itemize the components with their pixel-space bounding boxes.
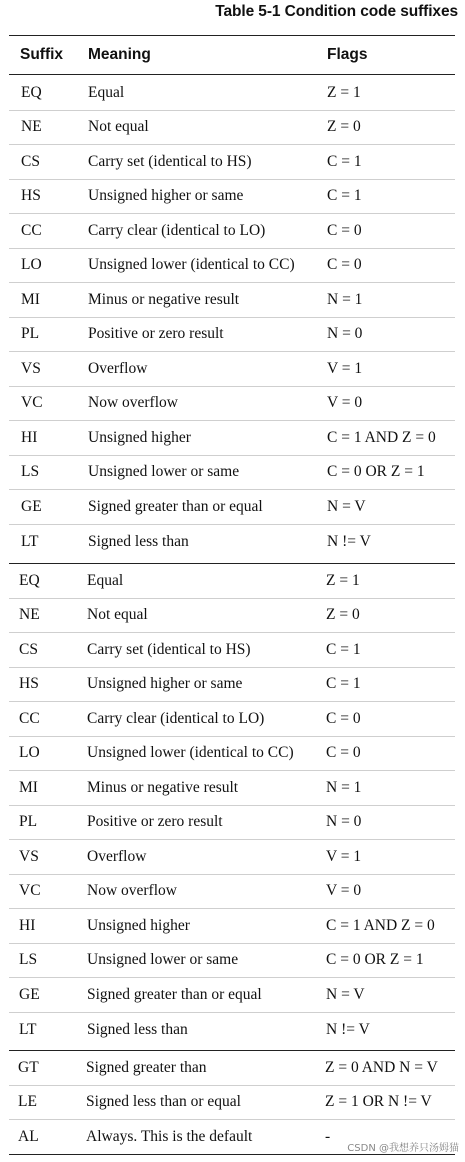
suffix-cell: MI (19, 778, 38, 796)
meaning-cell: Unsigned lower (identical to CC) (88, 256, 295, 274)
table-row (9, 283, 455, 318)
table-row (9, 909, 455, 944)
table-row (9, 1013, 455, 1048)
table-row (9, 145, 455, 180)
suffix-cell: VS (19, 847, 39, 865)
flags-cell: C = 0 (326, 744, 361, 762)
flags-cell: N != V (327, 532, 371, 550)
flags-cell: V = 1 (327, 359, 363, 377)
table-row (9, 633, 455, 668)
table-row (9, 1086, 455, 1121)
suffix-cell: GE (21, 497, 42, 515)
flags-cell: Z = 0 (327, 118, 361, 136)
table-row (9, 249, 455, 284)
flags-cell: Z = 1 (326, 571, 360, 589)
table-row (9, 421, 455, 456)
table-row (9, 840, 455, 875)
flags-cell: Z = 1 OR N != V (325, 1093, 432, 1111)
block-1 (9, 76, 455, 559)
suffix-cell: LE (18, 1093, 37, 1111)
suffix-cell: HS (21, 187, 41, 205)
suffix-cell: LO (21, 256, 42, 274)
table-caption: Table 5-1 Condition code suffixes (215, 3, 458, 20)
table-row (9, 76, 455, 111)
suffix-cell: LT (21, 532, 39, 550)
meaning-cell: Now overflow (87, 882, 177, 900)
meaning-cell: Minus or negative result (88, 290, 240, 308)
table-row (9, 978, 455, 1013)
flags-cell: N != V (326, 1020, 370, 1038)
meaning-cell: Signed greater than (86, 1058, 207, 1076)
meaning-cell: Equal (87, 571, 124, 589)
flags-cell: C = 1 (326, 640, 361, 658)
flags-cell: N = 0 (327, 325, 363, 343)
flags-cell: V = 0 (327, 394, 363, 412)
suffix-cell: AL (18, 1128, 39, 1146)
flags-cell: - (325, 1128, 331, 1146)
flags-cell: C = 1 AND Z = 0 (327, 428, 436, 446)
suffix-cell: LS (19, 951, 38, 969)
suffix-cell: LS (21, 463, 40, 481)
suffix-cell: LT (19, 1020, 37, 1038)
table-row (9, 806, 455, 841)
meaning-cell: Unsigned lower (identical to CC) (87, 744, 294, 762)
meaning-cell: Unsigned lower or same (88, 463, 240, 481)
header-meaning: Meaning (88, 46, 151, 63)
suffix-cell: CC (21, 221, 42, 239)
meaning-cell: Unsigned higher (87, 916, 190, 934)
meaning-cell: Always. This is the default (86, 1128, 253, 1146)
flags-cell: C = 1 (327, 187, 362, 205)
table-row (9, 875, 455, 910)
table-row (9, 318, 455, 353)
suffix-cell: GE (19, 985, 40, 1003)
table-row (9, 668, 455, 703)
table-row (9, 525, 455, 560)
flags-cell: N = 0 (326, 813, 362, 831)
header-bottom-rule (9, 74, 455, 75)
table-row (9, 599, 455, 634)
table-row (9, 214, 455, 249)
meaning-cell: Carry clear (identical to LO) (88, 221, 266, 239)
suffix-cell: GT (18, 1058, 39, 1076)
suffix-cell: HS (19, 675, 39, 693)
table-row (9, 352, 455, 387)
flags-cell: Z = 0 AND N = V (325, 1058, 438, 1076)
suffix-cell: NE (19, 606, 40, 624)
meaning-cell: Not equal (87, 606, 148, 624)
meaning-cell: Carry clear (identical to LO) (87, 709, 265, 727)
meaning-cell: Signed less than (87, 1020, 188, 1038)
watermark: CSDN @我想养只汤姆猫 (347, 1143, 459, 1154)
meaning-cell: Positive or zero result (88, 325, 224, 343)
table-row (9, 771, 455, 806)
meaning-cell: Signed less than or equal (86, 1093, 241, 1111)
block-2 (9, 564, 455, 1047)
meaning-cell: Signed greater than or equal (87, 985, 262, 1003)
suffix-cell: VC (21, 394, 43, 412)
flags-cell: V = 1 (326, 847, 362, 865)
meaning-cell: Now overflow (88, 394, 178, 412)
meaning-cell: Overflow (88, 359, 148, 377)
flags-cell: C = 0 OR Z = 1 (326, 951, 424, 969)
meaning-cell: Positive or zero result (87, 813, 223, 831)
meaning-cell: Minus or negative result (87, 778, 239, 796)
flags-cell: C = 0 (327, 221, 362, 239)
table-row (9, 944, 455, 979)
header-suffix: Suffix (20, 46, 64, 63)
header-flags: Flags (327, 46, 368, 63)
suffix-cell: HI (21, 428, 38, 446)
meaning-cell: Signed greater than or equal (88, 497, 263, 515)
flags-cell: N = 1 (327, 290, 363, 308)
suffix-cell: EQ (19, 571, 40, 589)
header-row-block (9, 37, 455, 73)
suffix-cell: MI (21, 290, 40, 308)
flags-cell: C = 0 (327, 256, 362, 274)
suffix-cell: VS (21, 359, 41, 377)
table-row (9, 111, 455, 146)
flags-cell: N = V (326, 985, 365, 1003)
suffix-cell: PL (21, 325, 40, 343)
table-row (9, 737, 455, 772)
table-row (9, 387, 455, 422)
header-row (9, 37, 455, 73)
meaning-cell: Not equal (88, 118, 149, 136)
meaning-cell: Equal (88, 83, 125, 101)
meaning-cell: Signed less than (88, 532, 189, 550)
flags-cell: V = 0 (326, 882, 362, 900)
flags-cell: C = 0 OR Z = 1 (327, 463, 425, 481)
flags-cell: Z = 0 (326, 606, 360, 624)
meaning-cell: Unsigned higher or same (88, 187, 244, 205)
meaning-cell: Unsigned higher (88, 428, 191, 446)
flags-cell: C = 1 (327, 152, 362, 170)
suffix-cell: NE (21, 118, 42, 136)
suffix-cell: CC (19, 709, 40, 727)
suffix-cell: VC (19, 882, 41, 900)
table-bottom-rule (9, 1154, 455, 1155)
meaning-cell: Carry set (identical to HS) (87, 640, 251, 658)
meaning-cell: Carry set (identical to HS) (88, 152, 252, 170)
table-row (9, 702, 455, 737)
meaning-cell: Unsigned higher or same (87, 675, 243, 693)
suffix-cell: CS (21, 152, 40, 170)
suffix-cell: CS (19, 640, 38, 658)
flags-cell: Z = 1 (327, 83, 361, 101)
table-row (9, 456, 455, 491)
suffix-cell: EQ (21, 83, 42, 101)
suffix-cell: LO (19, 744, 40, 762)
meaning-cell: Overflow (87, 847, 147, 865)
flags-cell: C = 1 AND Z = 0 (326, 916, 435, 934)
meaning-cell: Unsigned lower or same (87, 951, 239, 969)
flags-cell: N = 1 (326, 778, 362, 796)
table-row (9, 1051, 455, 1086)
table-row (9, 490, 455, 525)
flags-cell: N = V (327, 497, 366, 515)
table-row (9, 564, 455, 599)
suffix-cell: PL (19, 813, 38, 831)
table-top-rule (9, 35, 455, 36)
suffix-cell: HI (19, 916, 36, 934)
table-row (9, 180, 455, 215)
flags-cell: C = 0 (326, 709, 361, 727)
flags-cell: C = 1 (326, 675, 361, 693)
